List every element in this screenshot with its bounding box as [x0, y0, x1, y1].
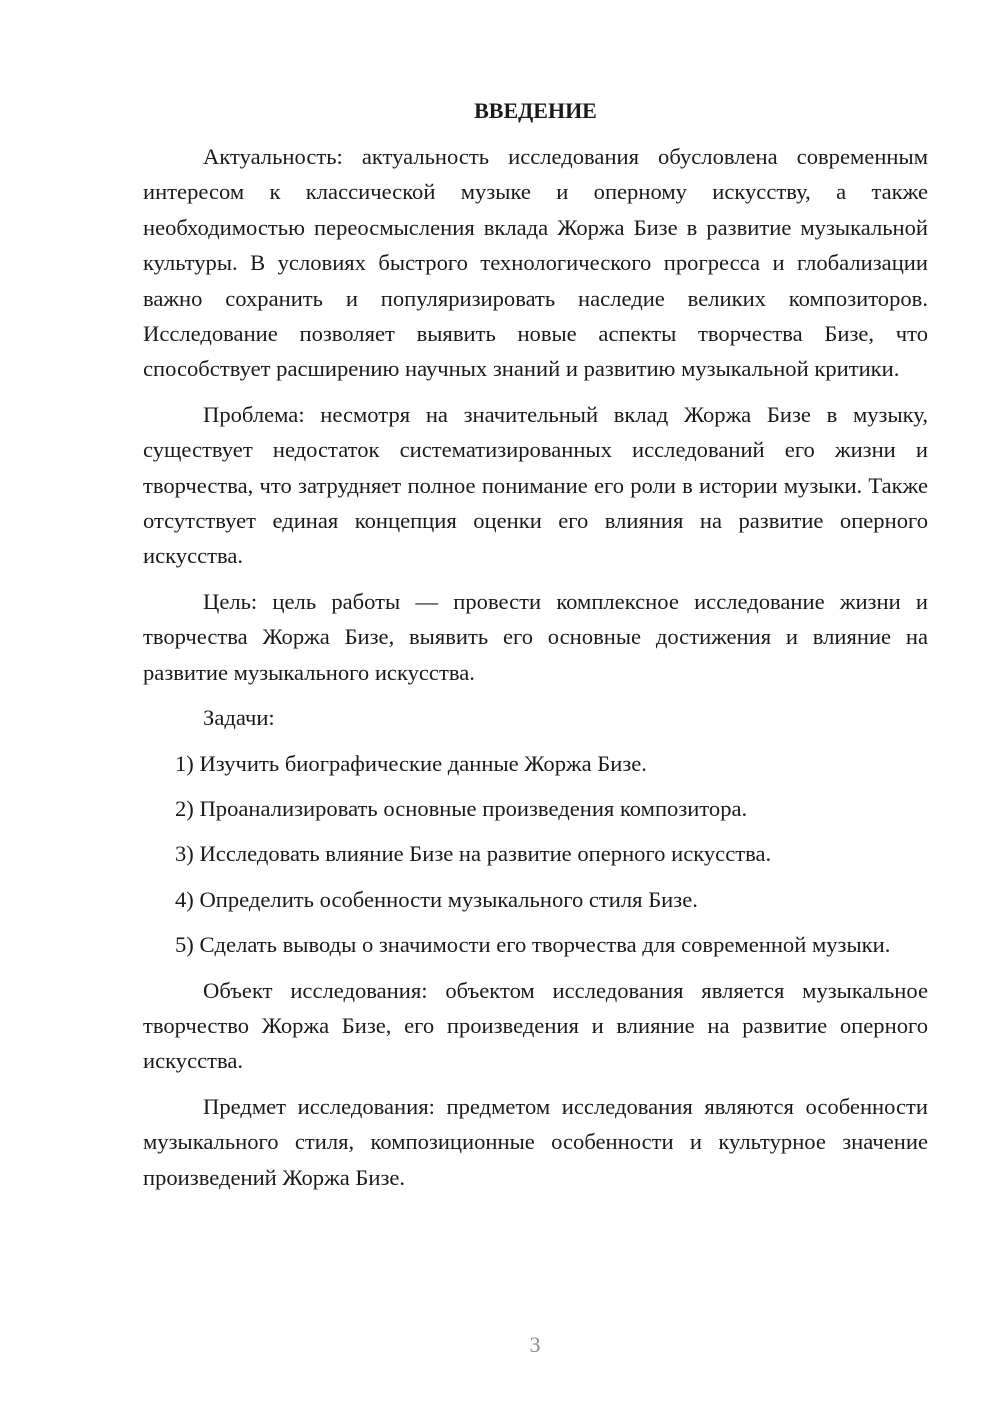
task-item-2: 2) Проанализировать основные произведения композитора.	[175, 795, 748, 821]
relevance-paragraph: Актуальность: актуальность исследования обусловлена современным интересом к классической музыке и оперному искусству, а также необходимостью переосмысления вклада Жоржа Бизе в развитие музыкальной культуры. В условиях быстрого технологического прогресса и глобализации важно сохранить и популяризировать наследие великих композиторов. Исследование позволяет выявить новые аспекты творчества Бизе, что способствует расширению научных знаний и развитию музыкальной критики.	[143, 144, 928, 382]
tasks-title: Задачи:	[203, 705, 275, 731]
object-paragraph: Объект исследования: объектом исследования является музыкальное творчество Жоржа Бизе, его произведения и влияние на развитие оперного искусства.	[143, 977, 928, 1074]
task-item-3: 3) Исследовать влияние Бизе на развитие оперного искусства.	[175, 841, 772, 867]
subject-paragraph: Предмет исследования: предметом исследования являются особенности музыкального стиля, композиционные особенности и культурное значение произведений Жоржа Бизе.	[143, 1093, 928, 1190]
goal-paragraph: Цель: цель работы — провести комплексное исследование жизни и творчества Жоржа Бизе, выявить его основные достижения и влияние на развитие музыкального искусства.	[143, 588, 928, 685]
task-item-1: 1) Изучить биографические данные Жоржа Бизе.	[175, 750, 647, 776]
problem-paragraph: Проблема: несмотря на значительный вклад Жоржа Бизе в музыку, существует недостаток систематизированных исследований его жизни и творчества, что затрудняет полное понимание его роли в истории музыки. Также отсутствует единая концепция оценки его влияния на развитие оперного искусства.	[143, 401, 928, 569]
task-item-4: 4) Определить особенности музыкального стиля Бизе.	[175, 886, 698, 912]
section-heading: ВВЕДЕНИЕ	[474, 98, 597, 123]
page-number: 3	[529, 1332, 541, 1357]
document-body	[143, 93, 928, 1205]
task-item-5: 5) Сделать выводы о значимости его творчества для современной музыки.	[175, 932, 891, 958]
